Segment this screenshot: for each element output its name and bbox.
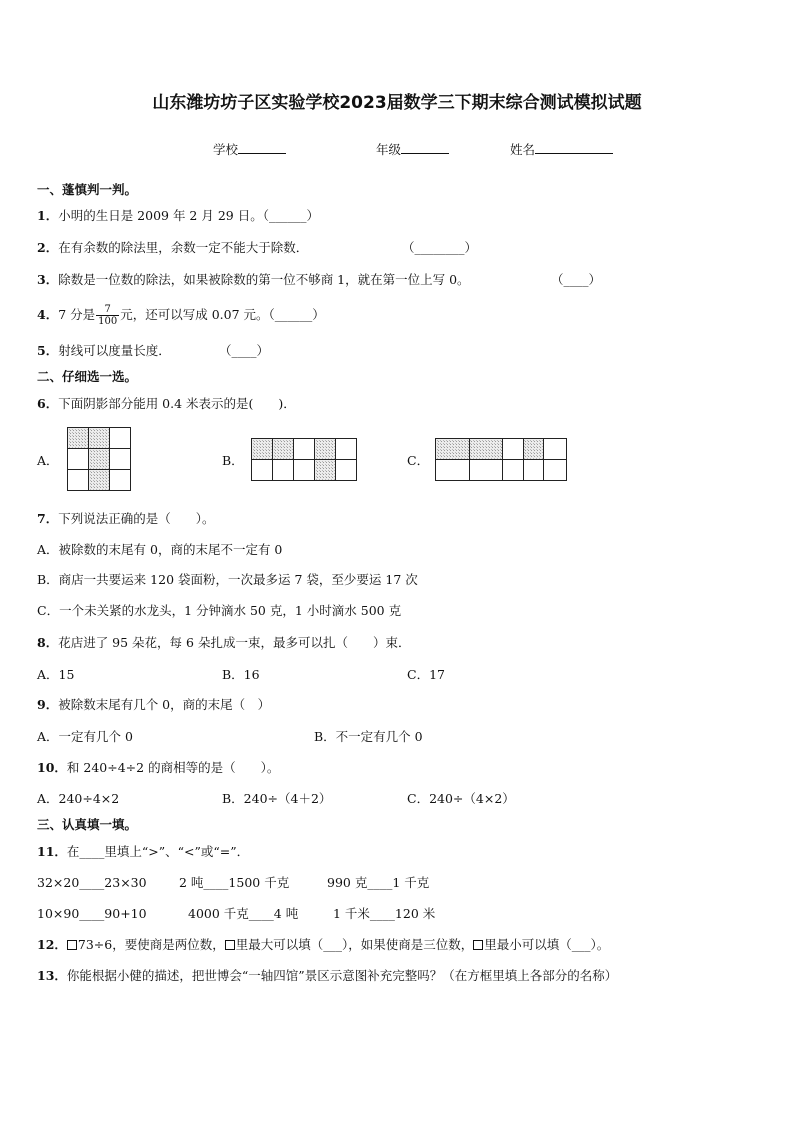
question-text: 在有余数的除法里，余数一定不能大于除数． <box>58 240 309 255</box>
option-b-grid[interactable] <box>251 438 359 482</box>
option-a[interactable]: A．一定有几个 0 <box>37 729 133 744</box>
question-7 <box>37 511 214 527</box>
grid-cell <box>544 460 567 481</box>
question-10 <box>37 760 279 776</box>
grid-cell <box>68 470 89 491</box>
question-number: 4． <box>37 307 59 322</box>
comparison-item: 4000 千克____4 吨 <box>188 906 299 921</box>
square-placeholder-icon <box>473 940 483 950</box>
option-b[interactable]: B．240÷（4＋2） <box>222 791 332 806</box>
question-number: 6． <box>37 396 59 411</box>
option-b-label[interactable]: B． <box>222 453 244 468</box>
question-3-answer-blank: （____） <box>551 272 602 287</box>
fraction-denominator: 100 <box>98 316 118 327</box>
question-text-post: 元，还可以写成 0.07 元。（______） <box>120 307 325 322</box>
question-text: 被除数末尾有几个 0，商的末尾（ ） <box>58 697 271 712</box>
grid-cell-shaded <box>89 428 110 449</box>
section-2-heading: 二、仔细选一选。 <box>37 369 138 384</box>
school-label: 学校 <box>213 142 239 157</box>
option-b[interactable]: B．不一定有几个 0 <box>314 729 423 744</box>
grid-cell <box>470 460 503 481</box>
name-label: 姓名 <box>510 142 536 157</box>
question-text-pre: 7 分是 <box>58 307 96 322</box>
grid-cell <box>336 460 357 481</box>
question-text: 下面阴影部分能用 0.4 米表示的是( )． <box>58 396 296 411</box>
grid-cell <box>110 470 131 491</box>
grid-cell <box>68 449 89 470</box>
question-number: 2． <box>37 240 59 255</box>
grid-cell-shaded <box>273 439 294 460</box>
option-a[interactable]: A．15 <box>37 667 75 682</box>
question-text: 你能根据小健的描述，把世博会“一轴四馆”景区示意图补充完整吗？（在方框里填上各部分的名称） <box>66 968 618 983</box>
question-number: 13． <box>37 968 67 983</box>
grid-cell <box>524 460 544 481</box>
comparison-item: 990 克____1 千克 <box>327 875 430 890</box>
question-2 <box>37 240 308 256</box>
question-9 <box>37 697 270 713</box>
grid-cell-shaded <box>436 439 470 460</box>
option-a-label[interactable]: A． <box>37 453 59 468</box>
grid-cell-shaded <box>89 449 110 470</box>
grid-cell-shaded <box>68 428 89 449</box>
grid-cell <box>436 460 470 481</box>
grid-cell <box>503 460 524 481</box>
question-text-part: 里最小可以填（___）。 <box>484 937 610 952</box>
grade-label: 年级 <box>376 142 402 157</box>
school-field <box>213 141 286 158</box>
option-c[interactable]: C．17 <box>407 667 445 682</box>
grid-cell <box>110 449 131 470</box>
grid-cell <box>294 439 315 460</box>
question-8 <box>37 635 410 651</box>
question-number: 1． <box>37 208 59 223</box>
section-3-heading: 三、认真填一填。 <box>37 817 138 832</box>
grid-cell-shaded <box>252 439 273 460</box>
question-number: 10． <box>37 760 67 775</box>
option-b[interactable]: B．16 <box>222 667 260 682</box>
question-text: 除数是一位数的除法，如果被除数的第一位不够商 1，就在第一位上写 0。 <box>58 272 470 287</box>
question-text-part: 里最大可以填（___），如果使商是三位数， <box>235 937 474 952</box>
grid-cell-shaded <box>315 439 336 460</box>
grade-field <box>376 141 449 158</box>
option-b[interactable]: B．商店一共要运来 120 袋面粉，一次最多运 7 袋，至少要运 17 次 <box>37 572 418 587</box>
section-1-heading: 一、蓬慎判一判。 <box>37 182 138 197</box>
fraction <box>96 304 119 327</box>
question-number: 12． <box>37 937 67 952</box>
square-placeholder-icon <box>67 940 77 950</box>
school-blank[interactable] <box>238 141 286 154</box>
comparison-item: 10×90____90+10 <box>37 906 147 921</box>
grade-blank[interactable] <box>401 141 449 154</box>
grid-cell-shaded <box>470 439 503 460</box>
question-5 <box>37 343 171 359</box>
option-c[interactable]: C．一个未关紧的水龙头，1 分钟滴水 50 克，1 小时滴水 500 克 <box>37 603 402 618</box>
question-12 <box>37 937 609 953</box>
question-number: 3． <box>37 272 59 287</box>
question-text: 在____里填上“>”、“<”或“=”． <box>66 844 250 859</box>
question-number: 5． <box>37 343 59 358</box>
square-placeholder-icon <box>225 940 235 950</box>
question-text: 小明的生日是 2009 年 2 月 29 日。（______） <box>58 208 319 223</box>
grid-cell-shaded <box>89 470 110 491</box>
grid-cell <box>336 439 357 460</box>
question-1 <box>37 208 319 224</box>
grid-cell <box>503 439 524 460</box>
name-blank[interactable] <box>535 141 613 154</box>
question-text-part: 73÷6，要使商是两位数， <box>77 937 225 952</box>
question-11 <box>37 844 249 860</box>
comparison-item: 32×20____23×30 <box>37 875 147 890</box>
question-text: 下列说法正确的是（ ）。 <box>58 511 215 526</box>
question-13 <box>37 968 617 984</box>
question-text: 花店进了 95 朵花，每 6 朵扎成一束，最多可以扎（ ）束． <box>58 635 411 650</box>
option-a-grid[interactable] <box>67 427 133 494</box>
comparison-item: 2 吨____1500 千克 <box>179 875 290 890</box>
option-c-grid[interactable] <box>435 438 568 482</box>
grid-cell <box>294 460 315 481</box>
question-number: 7． <box>37 511 59 526</box>
fraction-numerator: 7 <box>96 304 119 316</box>
option-a[interactable]: A．被除数的末尾有 0，商的末尾不一定有 0 <box>37 542 283 557</box>
grid-cell <box>252 460 273 481</box>
question-6 <box>37 396 296 412</box>
question-number: 9． <box>37 697 59 712</box>
question-number: 11． <box>37 844 67 859</box>
question-text: 和 240÷4÷2 的商相等的是（ ）。 <box>66 760 280 775</box>
question-5-answer-blank: （____） <box>219 343 270 358</box>
question-2-answer-blank: （________） <box>402 240 478 255</box>
name-field <box>510 141 613 158</box>
question-text: 射线可以度量长度． <box>58 343 171 358</box>
comparison-item: 1 千米____120 米 <box>333 906 436 921</box>
option-c[interactable]: C．240÷（4×2） <box>407 791 515 806</box>
grid-cell <box>273 460 294 481</box>
option-a[interactable]: A．240÷4×2 <box>37 791 120 806</box>
grid-cell <box>544 439 567 460</box>
question-3 <box>37 272 470 288</box>
option-c-label[interactable]: C． <box>407 453 430 468</box>
grid-cell-shaded <box>315 460 336 481</box>
question-number: 8． <box>37 635 59 650</box>
question-4 <box>37 304 325 327</box>
page-title: 山东潍坊坊子区实验学校2023届数学三下期末综合测试模拟试题 <box>152 93 642 113</box>
grid-cell-shaded <box>524 439 544 460</box>
grid-cell <box>110 428 131 449</box>
